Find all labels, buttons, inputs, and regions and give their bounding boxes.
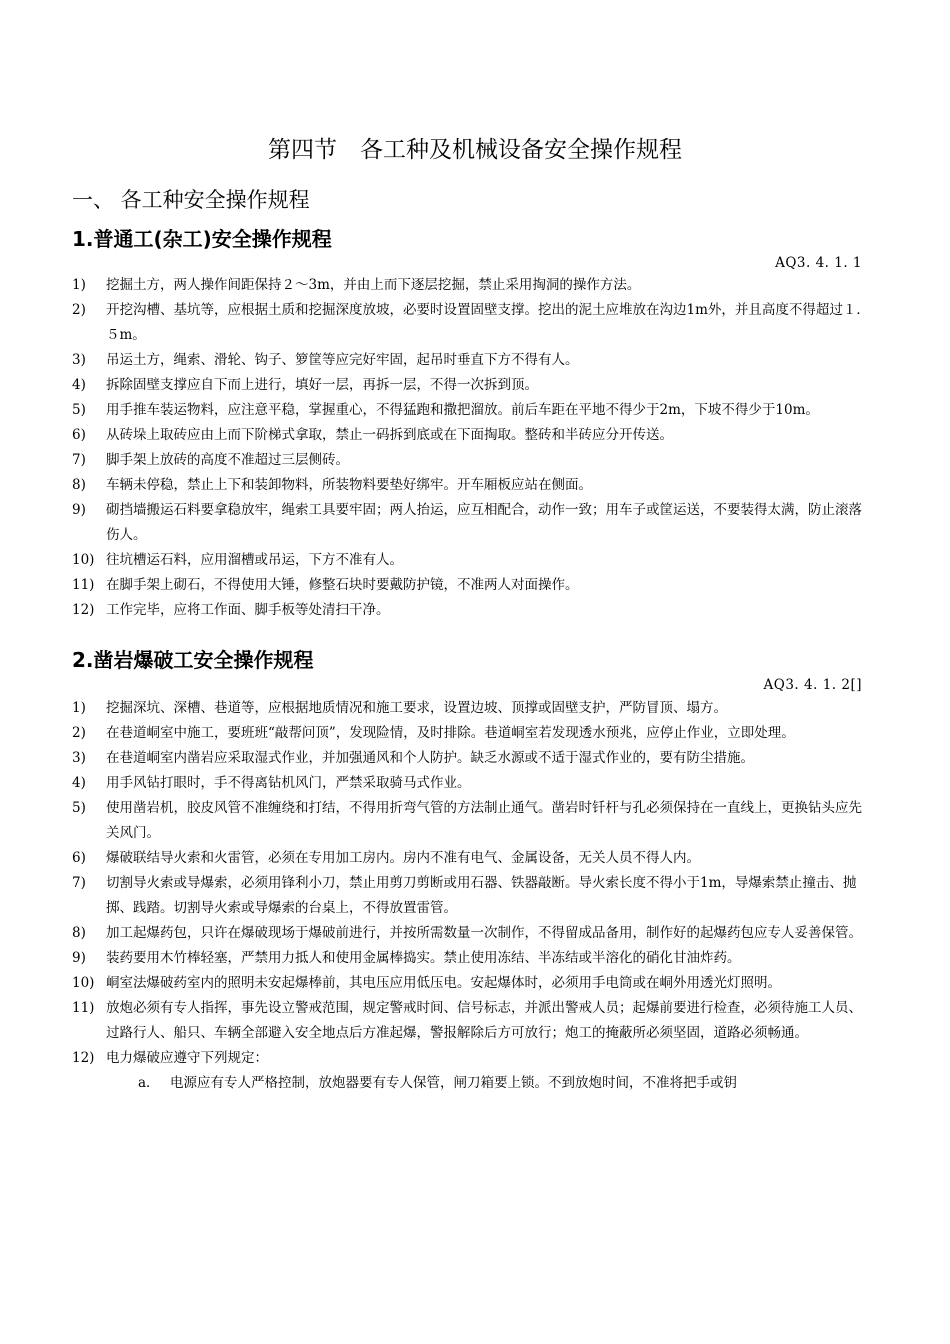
chapter-title: 第四节 各工种及机械设备安全操作规程 xyxy=(268,137,682,163)
list-item xyxy=(72,971,872,996)
item-text: 工作完毕，应将工作面、脚手板等处清扫干净。 xyxy=(106,602,390,618)
item-number: 5) xyxy=(72,402,86,418)
list-item xyxy=(72,721,872,746)
item-number: 5) xyxy=(72,800,86,816)
subsection-heading-2: 2.凿岩爆破工安全操作规程 xyxy=(72,648,314,672)
item-text: 砌挡墙搬运石料要拿稳放牢，绳索工具要牢固；两人抬运，应互相配合，动作一致；用车子或筐运送，不要装得太满，防止滚落伤人。 xyxy=(106,502,862,543)
item-text: 从砖垛上取砖应由上而下阶梯式拿取，禁止一码拆到底或在下面掏取。整砖和半砖应分开传送。 xyxy=(106,427,673,443)
item-number: 2) xyxy=(72,302,86,318)
item-text: 脚手架上放砖的高度不准超过三层侧砖。 xyxy=(106,452,349,468)
item-text: 用手推车装运物料，应注意平稳，掌握重心，不得猛跑和撒把溜放。前后车距在平地不得少于2m，下坡不得少于10m。 xyxy=(106,402,819,418)
item-number: 3) xyxy=(72,352,86,368)
list-item xyxy=(72,946,872,971)
rules-list-2 xyxy=(72,696,872,1096)
list-item xyxy=(72,548,872,573)
list-item xyxy=(72,846,872,871)
item-text: 挖掘深坑、深槽、巷道等，应根据地质情况和施工要求，设置边坡、顶撑或固壁支护，严防冒顶、塌方。 xyxy=(106,700,727,716)
list-item xyxy=(72,373,872,398)
list-item xyxy=(72,473,872,498)
item-text: 在脚手架上砌石，不得使用大锤，修整石块时要戴防护镜，不准两人对面操作。 xyxy=(106,577,579,593)
list-item xyxy=(72,746,872,771)
item-text: 切割导火索或导爆索，必须用锋利小刀，禁止用剪刀剪断或用石器、铁器敲断。导火索长度不得小于1m，导爆索禁止撞击、抛掷、践踏。切割导火索或导爆索的台桌上，不得放置雷管。 xyxy=(106,875,857,916)
item-number: 11) xyxy=(72,577,95,593)
item-text: 使用凿岩机，胶皮风管不准缠绕和打结，不得用折弯气管的方法制止通气。凿岩时钎杆与孔必须保持在一直线上，更换钻头应先关风门。 xyxy=(106,800,862,841)
item-number: 6) xyxy=(72,850,86,866)
item-text: 加工起爆药包，只许在爆破现场于爆破前进行，并按所需数量一次制作，不得留成品备用，制作好的起爆药包应专人妥善保管。 xyxy=(106,925,862,941)
item-number: 12) xyxy=(72,602,95,618)
item-number: 12) xyxy=(72,1050,95,1066)
item-number: 2) xyxy=(72,725,86,741)
item-number: 8) xyxy=(72,925,86,941)
item-number: 6) xyxy=(72,427,86,443)
list-item xyxy=(72,996,872,1046)
sub-item-letter: a． xyxy=(138,1075,160,1091)
list-item xyxy=(72,1046,872,1071)
rules-list-1 xyxy=(72,273,872,623)
item-text: 电力爆破应遵守下列规定： xyxy=(106,1050,268,1066)
item-text: 装药要用木竹棒轻塞，严禁用力抵人和使用金属棒捣实。禁止使用冻结、半冻结或半溶化的硝化甘油炸药。 xyxy=(106,950,741,966)
list-item xyxy=(72,498,872,548)
document-code-2: AQ3. 4. 1. 2[] xyxy=(763,677,862,693)
subsection-heading-1: 1.普通工(杂工)安全操作规程 xyxy=(72,227,332,251)
item-text: 在巷道峒室内凿岩应采取湿式作业，并加强通风和个人防护。缺乏水源或不适于湿式作业的，要有防尘措施。 xyxy=(106,750,754,766)
item-number: 8) xyxy=(72,477,86,493)
section-heading: 一、 各工种安全操作规程 xyxy=(72,188,310,212)
item-text: 用手风钻打眼时，手不得离钻机风门，严禁采取骑马式作业。 xyxy=(106,775,471,791)
item-number: 11) xyxy=(72,1000,95,1016)
item-number: 9) xyxy=(72,502,86,518)
document-code-1: AQ3. 4. 1. 1 xyxy=(775,255,862,271)
list-item xyxy=(72,871,872,921)
list-item xyxy=(72,696,872,721)
list-item xyxy=(72,796,872,846)
list-item xyxy=(72,423,872,448)
sub-list-item xyxy=(72,1071,872,1096)
item-number: 1) xyxy=(72,700,86,716)
item-number: 10) xyxy=(72,552,95,568)
item-number: 4) xyxy=(72,377,86,393)
item-number: 4) xyxy=(72,775,86,791)
list-item xyxy=(72,298,872,348)
item-number: 3) xyxy=(72,750,86,766)
list-item xyxy=(72,398,872,423)
item-number: 7) xyxy=(72,875,86,891)
item-text: 爆破联结导火索和火雷管，必须在专用加工房内。房内不准有电气、金属设备，无关人员不得人内。 xyxy=(106,850,700,866)
list-item xyxy=(72,771,872,796)
list-item xyxy=(72,921,872,946)
list-item xyxy=(72,598,872,623)
item-number: 1) xyxy=(72,277,86,293)
item-text: 峒室法爆破药室内的照明未安起爆棒前，其电压应用低压电。安起爆体时，必须用手电筒或在峒外用透光灯照明。 xyxy=(106,975,781,991)
item-text: 车辆未停稳，禁止上下和装卸物料，所装物料要垫好绑牢。开车厢板应站在侧面。 xyxy=(106,477,592,493)
list-item xyxy=(72,348,872,373)
item-number: 10) xyxy=(72,975,95,991)
sub-item-text: 电源应有专人严格控制，放炮器要有专人保管，闸刀箱要上锁。不到放炮时间，不准将把手或钥 xyxy=(170,1075,737,1091)
list-item xyxy=(72,448,872,473)
list-item xyxy=(72,573,872,598)
item-number: 9) xyxy=(72,950,86,966)
item-text: 开挖沟槽、基坑等，应根据土质和挖掘深度放坡，必要时设置固壁支撑。挖出的泥土应堆放在沟边1m外，并且高度不得超过１．５m。 xyxy=(106,302,870,343)
item-number: 7) xyxy=(72,452,86,468)
item-text: 放炮必须有专人指挥，事先设立警戒范围，规定警戒时间、信号标志，并派出警戒人员；起爆前要进行检查，必须待施工人员、过路行人、船只、车辆全部避入安全地点后方准起爆，警报解除后方可放行；炮工的掩蔽所必须坚固，道路必须畅通。 xyxy=(106,1000,862,1041)
list-item xyxy=(72,273,872,298)
item-text: 在巷道峒室中施工，要班班“敲帮问顶”，发现险情，及时排除。巷道峒室若发现透水预兆，应停止作业，立即处理。 xyxy=(106,725,795,741)
item-text: 挖掘土方，两人操作间距保持２～3m，并由上而下逐层挖掘，禁止采用掏洞的操作方法。 xyxy=(106,277,641,293)
item-text: 往坑槽运石料，应用溜槽或吊运，下方不准有人。 xyxy=(106,552,403,568)
item-text: 吊运土方，绳索、滑轮、钩子、箩筐等应完好牢固，起吊时垂直下方不得有人。 xyxy=(106,352,579,368)
item-text: 拆除固壁支撑应自下而上进行，填好一层，再拆一层，不得一次拆到顶。 xyxy=(106,377,538,393)
